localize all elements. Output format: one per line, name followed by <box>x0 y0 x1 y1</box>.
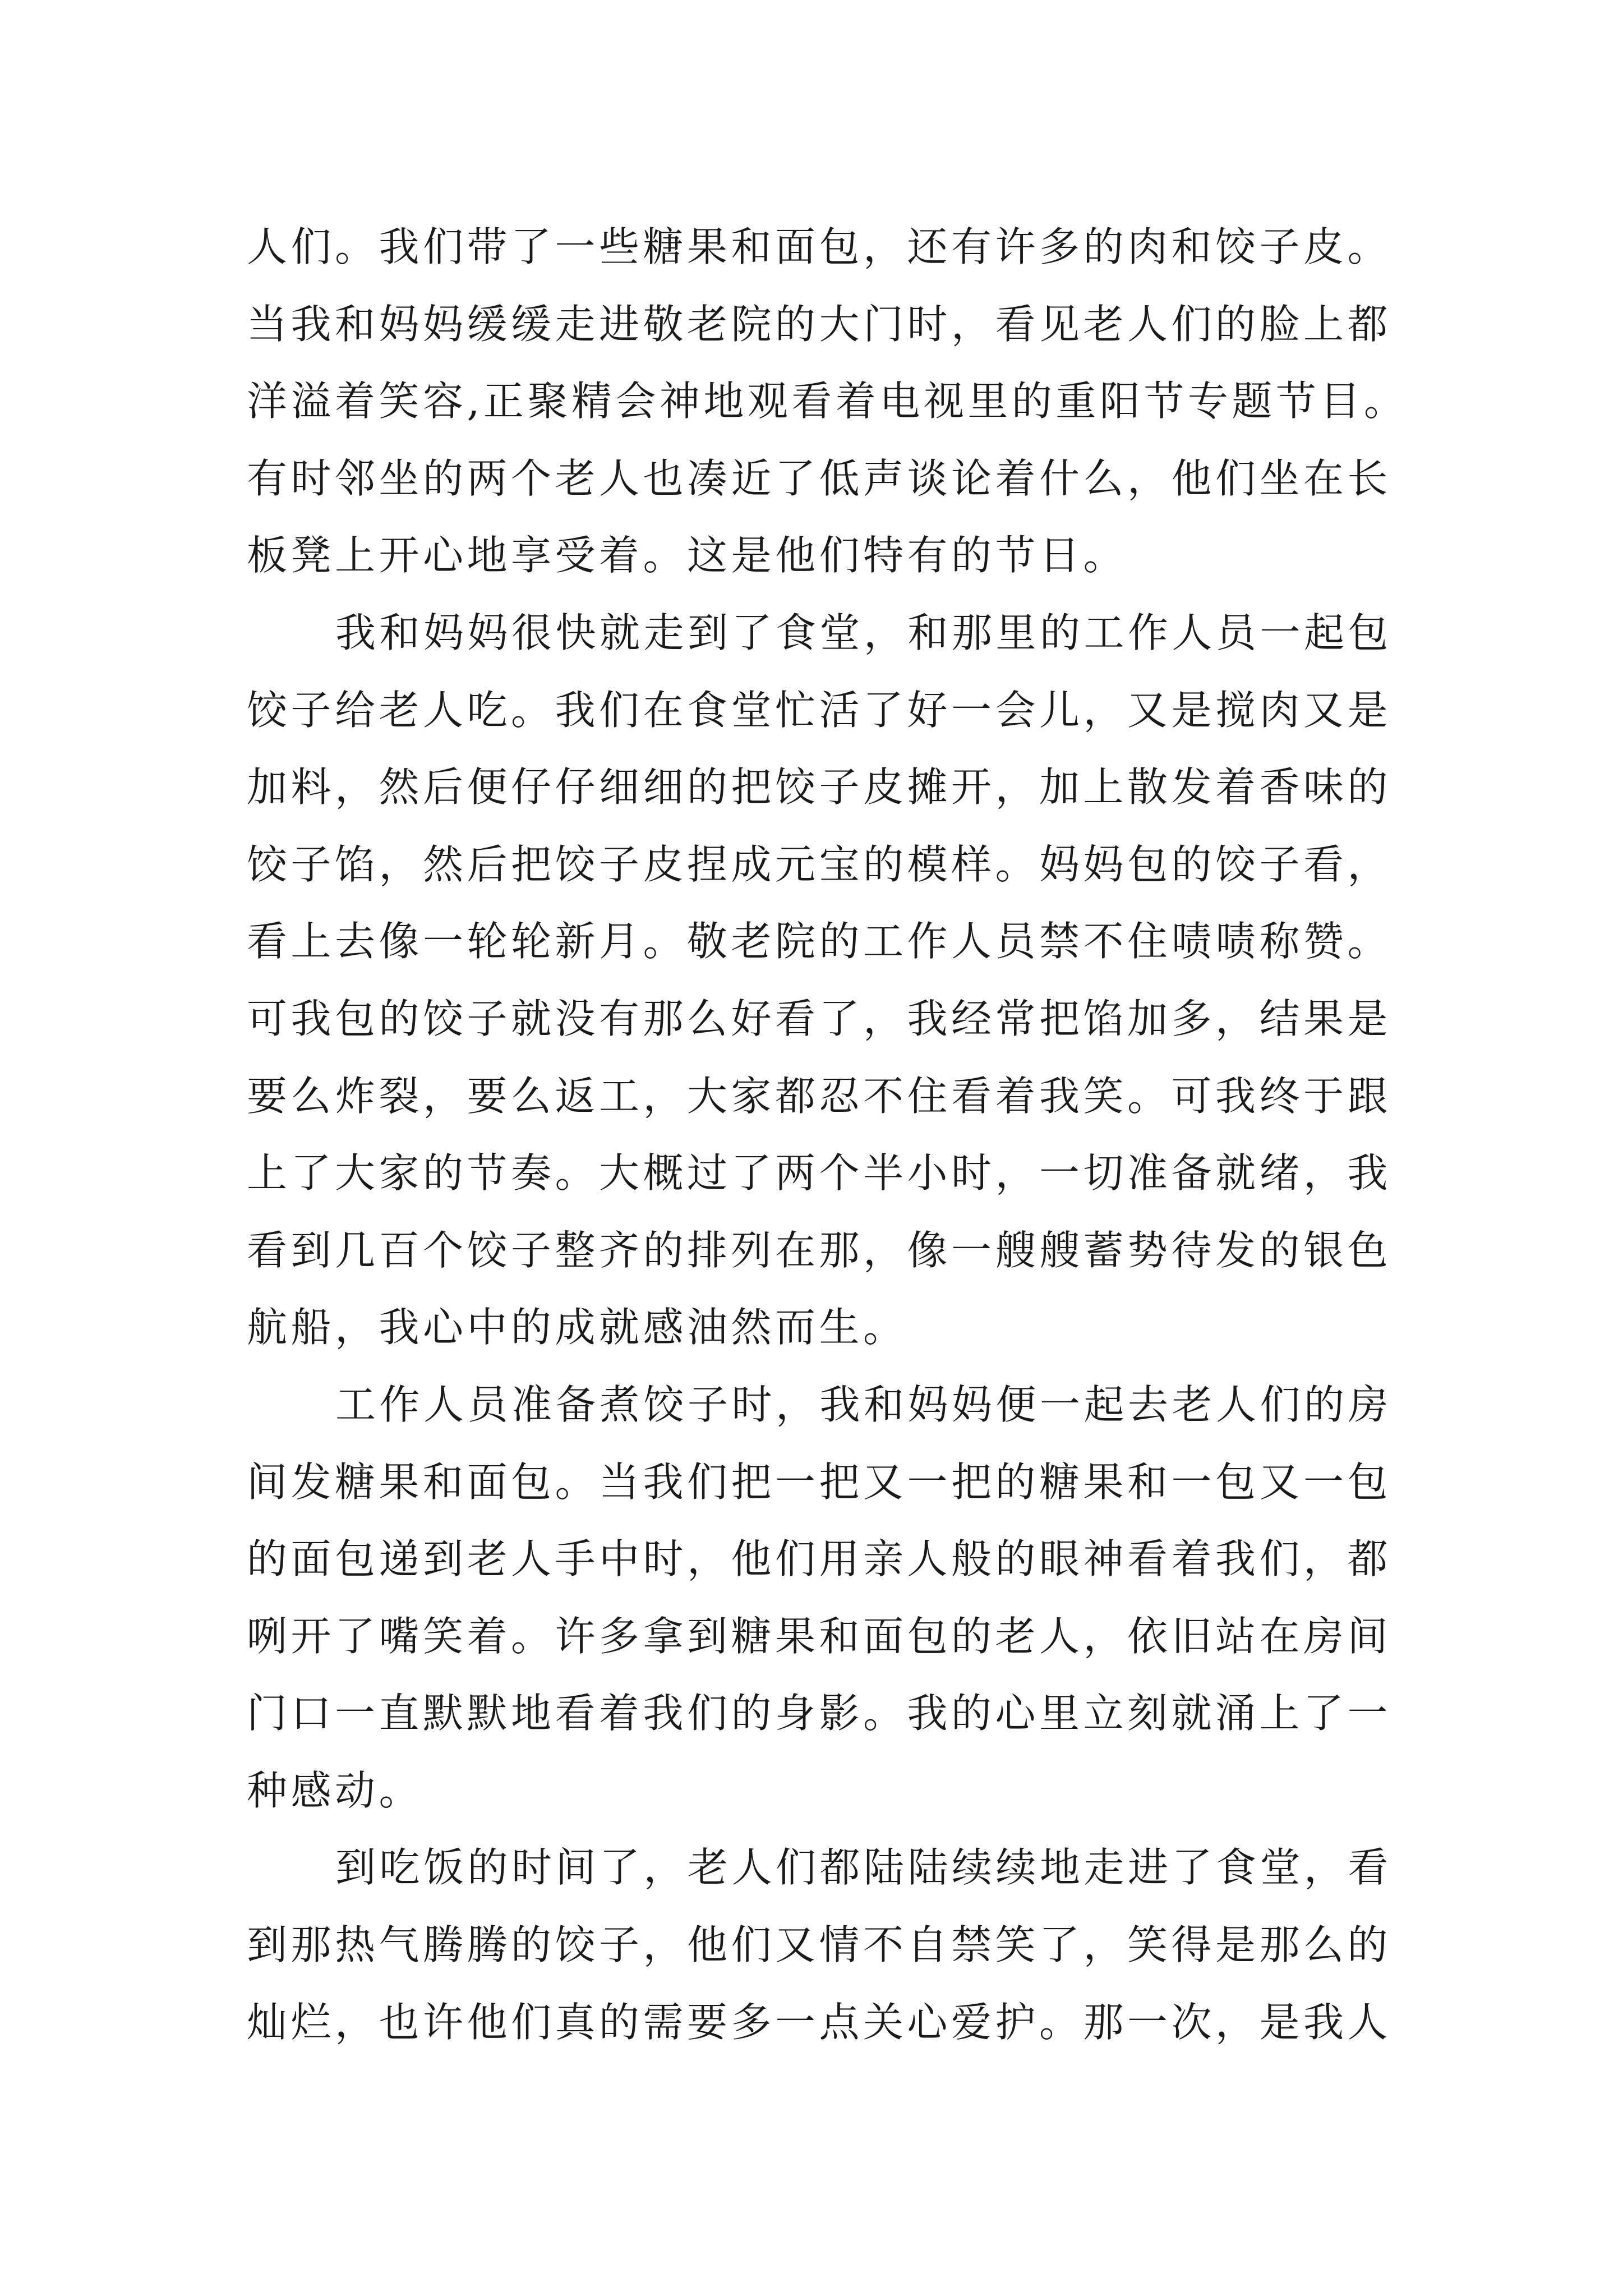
text-line: 航船，我心中的成就感油然而生。 <box>247 1304 907 1351</box>
text-line: 加料，然后便仔仔细细的把饺子皮摊开，加上散发着香味的 <box>247 763 1392 811</box>
text-line: 饺子馅，然后把饺子皮捏成元宝的模样。妈妈包的饺子看， <box>247 840 1392 888</box>
text-line: 可我包的饺子就没有那么好看了，我经常把馅加多，结果是 <box>247 995 1392 1042</box>
text-line: 咧开了嘴笑着。许多拿到糖果和面包的老人，依旧站在房间 <box>247 1612 1392 1660</box>
text-line: 洋溢着笑容,正聚精会神地观看着电视里的重阳节专题节目。 <box>247 378 1408 425</box>
text-line: 的面包递到老人手中时，他们用亲人般的眼神看着我们，都 <box>247 1535 1392 1583</box>
text-line: 看到几百个饺子整齐的排列在那，像一艘艘蓄势待发的银色 <box>247 1226 1392 1274</box>
text-line: 有时邻坐的两个老人也凑近了低声谈论着什么，他们坐在长 <box>247 454 1392 502</box>
text-line: 到那热气腾腾的饺子，他们又情不自禁笑了，笑得是那么的 <box>247 1921 1392 1969</box>
text-line: 种感动。 <box>247 1766 423 1814</box>
text-line: 饺子给老人吃。我们在食堂忙活了好一会儿，又是搅肉又是 <box>247 686 1392 734</box>
text-line: 灿烂，也许他们真的需要多一点关心爱护。那一次，是我人 <box>247 1998 1392 2046</box>
paragraph-first-line: 工作人员准备煮饺子时，我和妈妈便一起去老人们的房 <box>335 1381 1393 1428</box>
text-line: 板凳上开心地享受着。这是他们特有的节日。 <box>247 532 1128 579</box>
text-line: 门口一直默默地看着我们的身影。我的心里立刻就涌上了一 <box>247 1690 1392 1737</box>
text-line: 要么炸裂，要么返工，大家都忍不住看着我笑。可我终于跟 <box>247 1072 1392 1120</box>
text-line: 间发糖果和面包。当我们把一把又一把的糖果和一包又一包 <box>247 1458 1392 1506</box>
text-line: 看上去像一轮轮新月。敬老院的工作人员禁不住啧啧称赞。 <box>247 918 1392 965</box>
text-line: 人们。我们带了一些糖果和面包，还有许多的肉和饺子皮。 <box>247 223 1392 270</box>
text-line: 当我和妈妈缓缓走进敬老院的大门时，看见老人们的脸上都 <box>247 300 1392 348</box>
paragraph-first-line: 到吃饭的时间了，老人们都陆陆续续地走进了食堂，看 <box>335 1844 1393 1892</box>
text-line: 上了大家的节奏。大概过了两个半小时，一切准备就绪，我 <box>247 1149 1392 1197</box>
body-text <box>247 209 1441 2061</box>
paragraph-first-line: 我和妈妈很快就走到了食堂，和那里的工作人员一起包 <box>335 609 1393 656</box>
